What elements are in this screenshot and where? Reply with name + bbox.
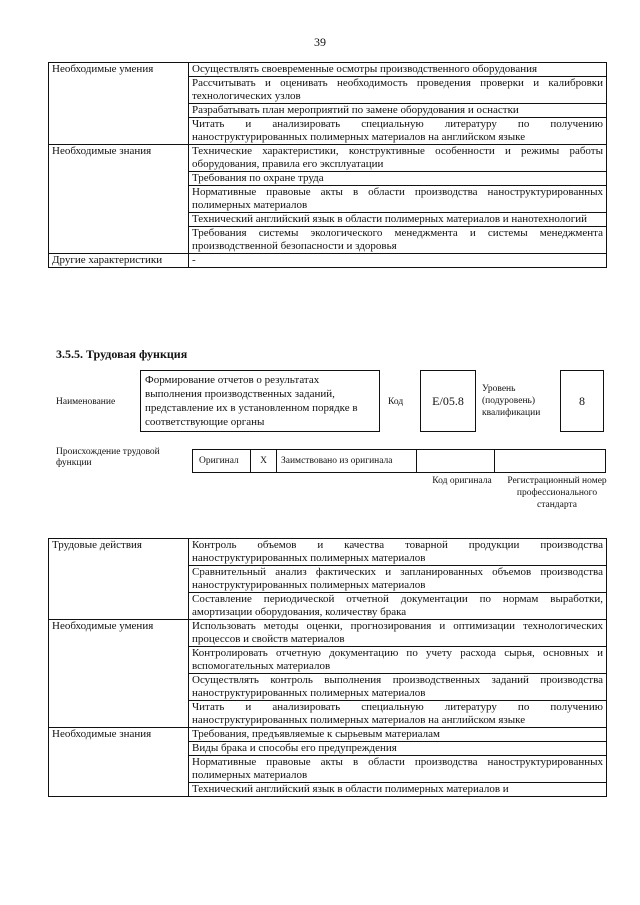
row-item: Нормативные правовые акты в области производства наноструктурированных полимерных материалов [189,186,607,213]
origin-reg-cell [495,450,605,472]
row-item: Нормативные правовые акты в области производства наноструктурированных полимерных материалов [189,756,607,783]
row-item: Требования по охране труда [189,172,607,186]
row-item: Контроль объемов и качества товарной продукции производства наноструктурированных полимерных материалов [189,539,607,566]
table-row [49,63,607,77]
row-item: Использовать методы оценки, прогнозирования и оптимизации технологических процессов и свойств материалов [189,620,607,647]
page-number: 39 [314,35,326,49]
origin-row [192,449,606,473]
row-item: Читать и анализировать специальную литературу по получению наноструктурированных полимерных материалов на английском языке [189,118,607,145]
table-row [49,145,607,172]
function-code-box: E/05.8 [420,370,476,432]
caption-reg: Регистрационный номер профессионального стандарта [507,476,607,510]
row-item: - [189,254,607,268]
row-item: Виды брака и способы его предупреждения [189,742,607,756]
competency-table-bottom [48,538,607,797]
function-name-box: Формирование отчетов о результатах выполнения производственных заданий, представление их в установленном порядке в соответствующие органы [140,370,380,432]
row-item: Разрабатывать план мероприятий по замене оборудования и оснастки [189,104,607,118]
origin-code-cell [417,450,495,472]
row-item: Осуществлять своевременные осмотры производственного оборудования [189,63,607,77]
row-item: Требования системы экологического менеджмента и системы менеджмента производственной безопасности и здоровья [189,227,607,254]
row-item: Осуществлять контроль выполнения производственных заданий производства наноструктурированных полимерных материалов [189,674,607,701]
table-row [49,254,607,268]
name-label: Наименование [56,397,116,407]
caption-code: Код оригинала [432,476,492,486]
row-label: Необходимые умения [49,63,189,145]
origin-label: Происхождение трудовой функции [56,447,160,468]
row-label: Необходимые знания [49,728,189,797]
row-item: Технический английский язык в области полимерных материалов и [189,783,607,797]
table-row [49,539,607,566]
row-label: Трудовые действия [49,539,189,620]
row-item: Читать и анализировать специальную литературу по получению наноструктурированных полимерных материалов на английском языке [189,701,607,728]
origin-original-cell: Оригинал [193,450,251,472]
row-item: Сравнительный анализ фактических и запланированных объемов производства наноструктурированных полимерных материалов [189,566,607,593]
level-box: 8 [560,370,604,432]
row-item: Рассчитывать и оценивать необходимость проведения проверки и калибровки технологических узлов [189,77,607,104]
row-item: Технический английский язык в области полимерных материалов и нанотехнологий [189,213,607,227]
row-label: Необходимые умения [49,620,189,728]
row-item: Составление периодической отчетной документации по нормам выработки, амортизации оборудования, количеству брака [189,593,607,620]
row-item: Требования, предъявляемые к сырьевым материалам [189,728,607,742]
row-item: Технические характеристики, конструктивные особенности и режимы работы оборудования, правила его эксплуатации [189,145,607,172]
section-heading: 3.5.5. Трудовая функция [56,347,188,361]
code-label: Код [388,397,404,407]
table-row [49,620,607,647]
competency-table-top [48,62,607,268]
origin-mark-cell: X [251,450,277,472]
row-label: Другие характеристики [49,254,189,268]
table-row [49,728,607,742]
origin-borrowed-cell: Заимствовано из оригинала [277,450,417,472]
row-label: Необходимые знания [49,145,189,254]
row-item: Контролировать отчетную документацию по учету расхода сырья, основных и вспомогательных материалов [189,647,607,674]
level-label: Уровень (подуровень) квалификации [482,384,541,418]
